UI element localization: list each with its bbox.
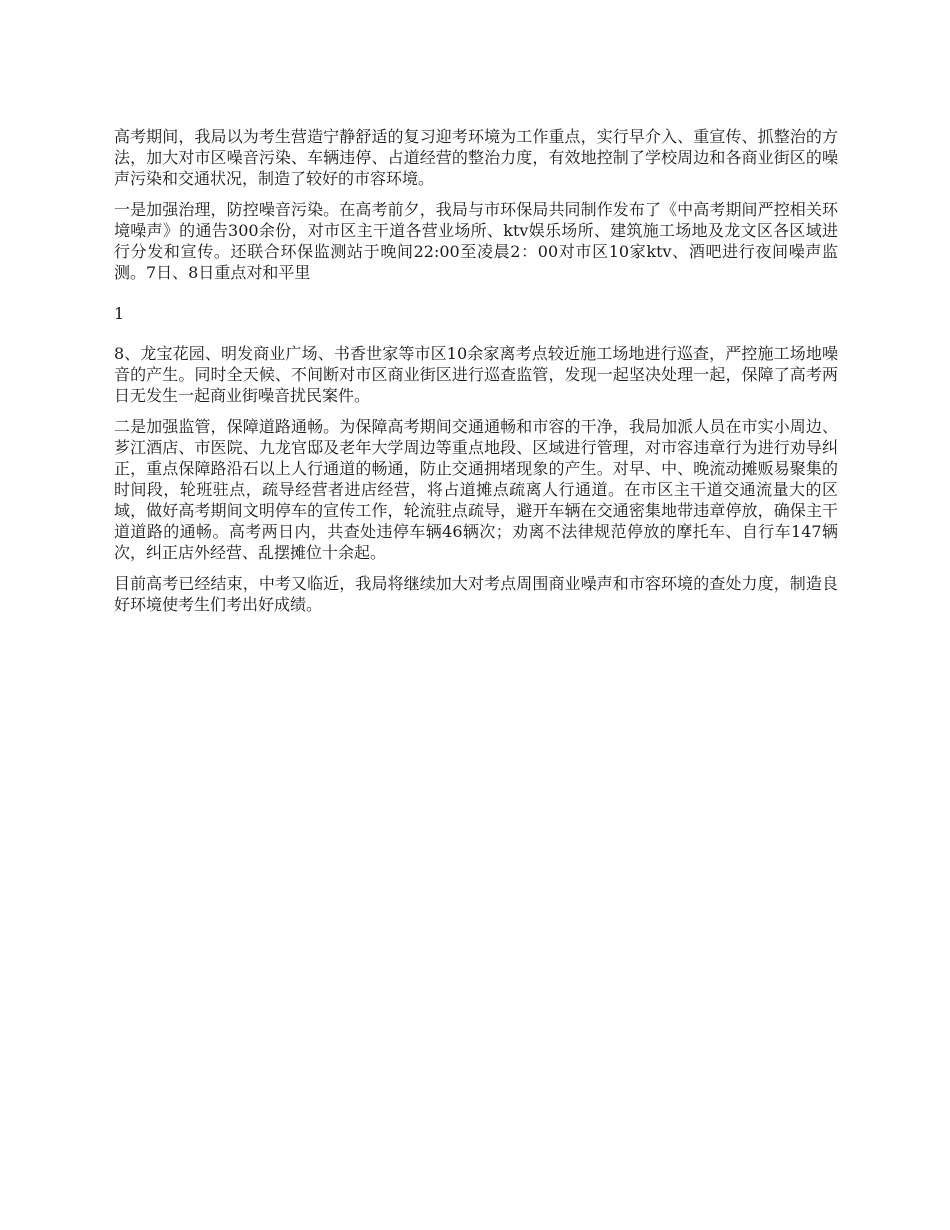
document-page bbox=[114, 126, 838, 625]
paragraph-intro: 高考期间，我局以为考生营造宁静舒适的复习迎考环境为工作重点，实行早介入、重宣传、抓整治的方法，加大对市区噪音污染、车辆违停、占道经营的整治力度，有效地控制了学校周边和各商业街区的噪声污染和交通状况，制造了较好的市容环境。 bbox=[114, 127, 838, 188]
paragraph-noise-control-continued: 8、龙宝花园、明发商业广场、书香世家等市区10余家离考点较近施工场地进行巡查，严控施工场地噪音的产生。同时全天候、不间断对市区商业街区进行巡查监管，发现一起坚决处理一起，保障了高考两日无发生一起商业街噪音扰民案件。 bbox=[114, 344, 838, 405]
page-number: 1 bbox=[114, 304, 125, 323]
paragraph-conclusion: 目前高考已经结束，中考又临近，我局将继续加大对考点周围商业噪声和市容环境的查处力度，制造良好环境使考生们考出好成绩。 bbox=[114, 574, 838, 614]
paragraph-noise-control: 一是加强治理，防控噪音污染。在高考前夕，我局与市环保局共同制作发布了《中高考期间严控相关环境噪声》的通告300余份，对市区主干道各营业场所、ktv娱乐场所、建筑施工场地及龙文区各区域进行分发和宣传。还联合环保监测站于晚间22:00至凌晨2：00对市区10家ktv、酒吧进行夜间噪声监测。7日、8日重点对和平里 bbox=[114, 200, 838, 282]
paragraph-traffic-supervision: 二是加强监管，保障道路通畅。为保障高考期间交通通畅和市容的干净，我局加派人员在市实小周边、芗江酒店、市医院、九龙官邸及老年大学周边等重点地段、区域进行管理，对市容违章行为进行劝导纠正，重点保障路沿石以上人行通道的畅通，防止交通拥堵现象的产生。对早、中、晚流动摊贩易聚集的时间段，轮班驻点，疏导经营者进店经营，将占道摊点疏离人行通道。在市区主干道交通流量大的区域，做好高考期间文明停车的宣传工作，轮流驻点疏导，避开车辆在交通密集地带违章停放，确保主干道道路的通畅。高考两日内，共查处违停车辆46辆次；劝离不法律规范停放的摩托车、自行车147辆次，纠正店外经营、乱摆摊位十余起。 bbox=[114, 417, 838, 562]
